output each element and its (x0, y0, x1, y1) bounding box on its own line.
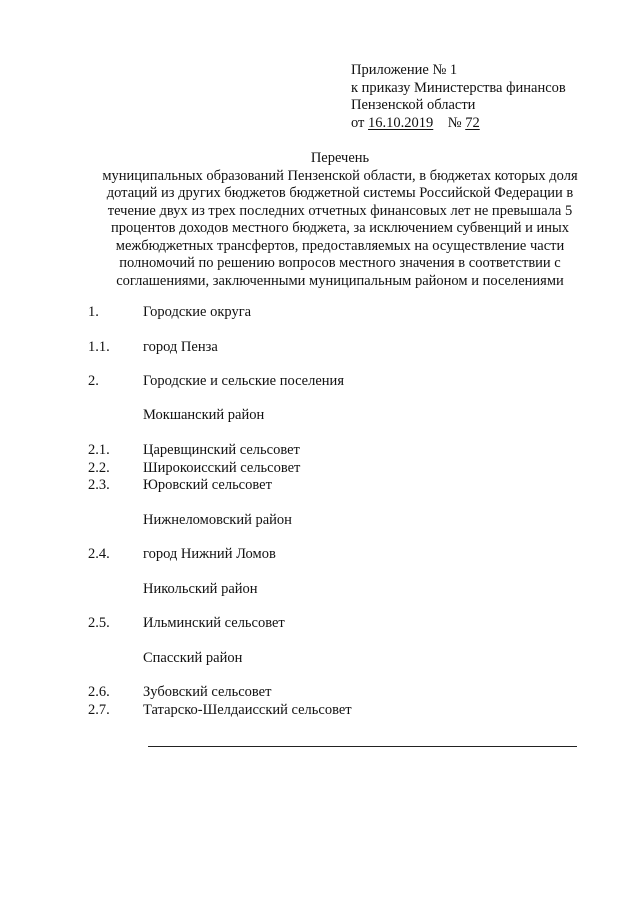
item-number: 2. (88, 373, 99, 389)
appendix-label: Приложение № 1 (351, 62, 458, 78)
order-date: 16.10.2019 (368, 114, 434, 131)
date-prefix: от (351, 114, 365, 131)
item-text: Городские и сельские поселения (143, 373, 344, 389)
item-text: Городские округа (143, 304, 252, 320)
title-line: течение двух из трех последних отчетных финансовых лет не превышала 5 (107, 202, 573, 219)
item-text: Спасский район (143, 650, 243, 666)
item-number: 2.2. (88, 460, 110, 476)
item-text: Мокшанский район (143, 407, 265, 423)
title-line: соглашениями, заключенными муниципальным районом и поселениями (116, 272, 564, 289)
item-text: Юровский сельсовет (143, 477, 272, 493)
item-number: 2.5. (88, 615, 110, 631)
item-number: 2.3. (88, 477, 110, 493)
item-text: Татарско-Шелдаисский сельсовет (143, 702, 352, 718)
item-text: город Пенза (143, 339, 218, 355)
item-number: 2.1. (88, 442, 110, 458)
item-number: 2.4. (88, 546, 110, 562)
title-line: межбюджетных трансфертов, предоставляемых на осуществление части (115, 237, 565, 254)
item-number: 1.1. (88, 339, 110, 355)
item-text: Никольский район (143, 581, 258, 597)
document-title (60, 150, 620, 290)
order-reference: к приказу Министерства финансов (351, 79, 566, 96)
item-text: Царевщинский сельсовет (143, 442, 300, 458)
item-text: город Нижний Ломов (143, 546, 276, 562)
region-name: Пензенской области (351, 97, 476, 113)
title-heading: Перечень (310, 150, 370, 166)
title-line: полномочий по решению вопросов местного значения в соответствии с (119, 255, 561, 271)
order-date-line (351, 115, 566, 133)
item-number: 2.7. (88, 702, 110, 718)
title-line: дотаций из других бюджетов бюджетной системы Российской Федерации в (106, 185, 574, 201)
title-line: муниципальных образований Пензенской области, в бюджетах которых доля (102, 167, 578, 184)
item-text: Широкоисский сельсовет (143, 460, 301, 476)
closing-rule (148, 746, 577, 747)
item-text: Нижнеломовский район (143, 512, 292, 528)
title-line: процентов доходов местного бюджета, за исключением субвенций и иных (111, 220, 569, 236)
item-text: Ильминский сельсовет (143, 615, 285, 631)
item-number: 2.6. (88, 684, 110, 700)
number-prefix: № (447, 114, 462, 131)
item-number: 1. (88, 304, 99, 320)
order-number: 72 (465, 114, 480, 131)
document-header (351, 62, 566, 132)
item-text: Зубовский сельсовет (143, 684, 272, 700)
